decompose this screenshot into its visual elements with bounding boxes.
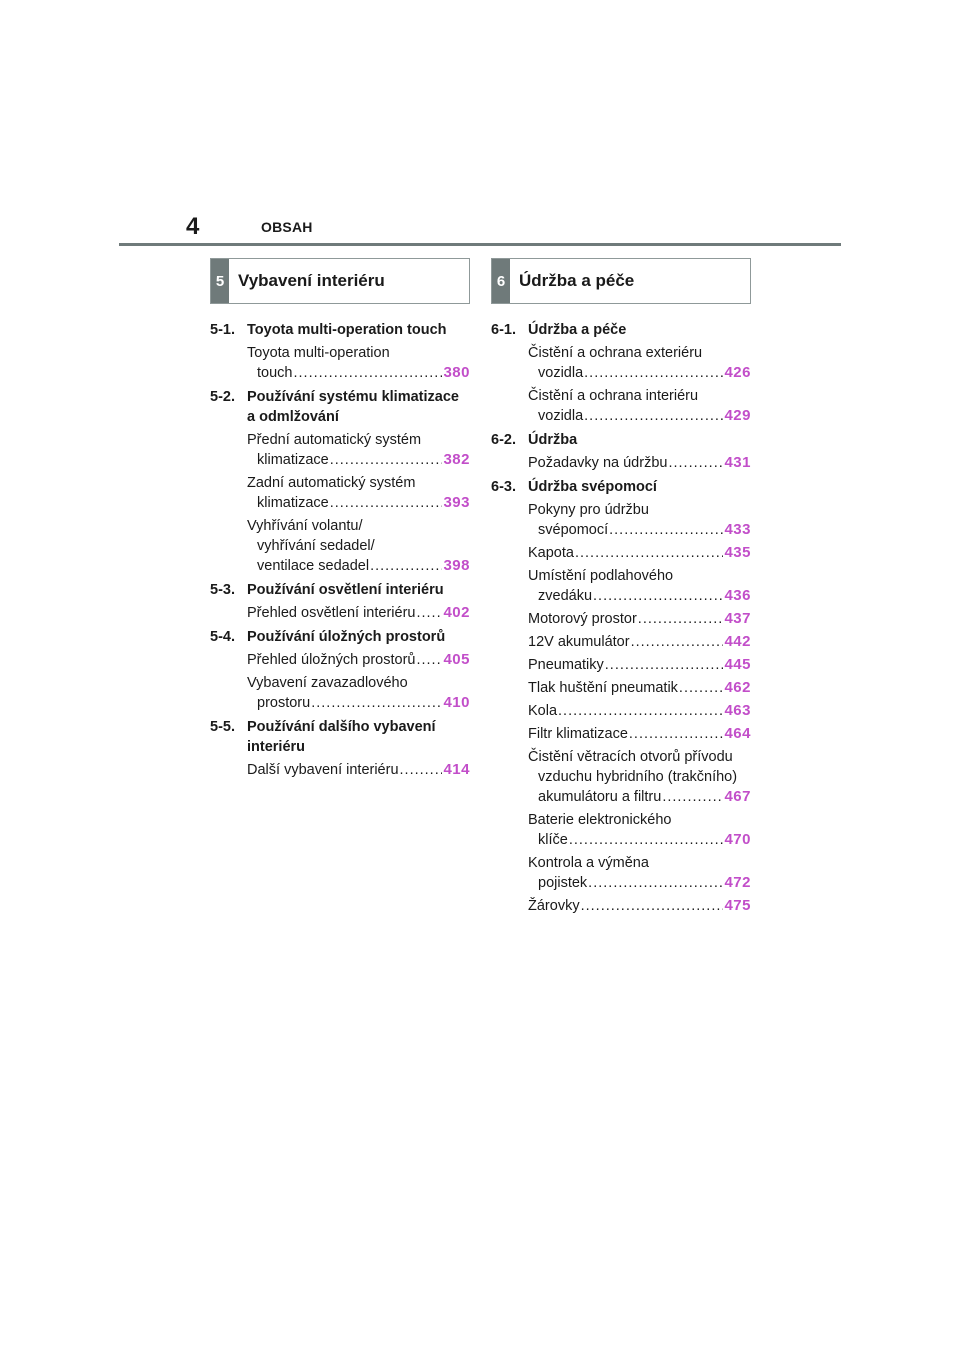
toc-entry-text: Požadavky na údržbu (528, 455, 668, 471)
toc-entry-line (528, 543, 751, 563)
page-reference-link[interactable]: 462 (724, 679, 751, 696)
dot-leader (588, 873, 723, 893)
toc-entry-text: Zadní automatický systém (247, 475, 416, 491)
page-reference-link[interactable]: 472 (724, 874, 751, 891)
chapter-title: Toyota multi-operation touch (247, 322, 447, 338)
chapter-title: Používání úložných prostorů (247, 629, 446, 645)
toc-chapter (210, 320, 470, 383)
dot-leader (558, 701, 723, 721)
toc-chapter (491, 320, 751, 426)
section-title: Vybavení interiéru (238, 271, 385, 290)
toc-entry-line (247, 493, 470, 513)
toc-entry-text: Vybavení zavazadlového (247, 675, 408, 691)
page-reference-link[interactable]: 435 (724, 544, 751, 561)
page-reference-link[interactable]: 410 (443, 694, 470, 711)
toc-entry[interactable] (528, 896, 751, 916)
toc-entry-line (247, 603, 470, 623)
toc-entry-line (247, 473, 470, 493)
toc-entry-text: Kontrola a výměna (528, 855, 649, 871)
toc-entry-line (247, 536, 470, 556)
toc-entry-text: Kapota (528, 545, 574, 561)
chapter-title: Údržba a péče (528, 322, 627, 338)
dot-leader (416, 603, 442, 623)
dot-leader (638, 609, 724, 629)
chapter-heading (210, 580, 470, 600)
toc-entry[interactable] (528, 747, 751, 807)
toc-entry-text: ventilace sedadel (257, 558, 370, 574)
toc-entry-line (528, 787, 751, 807)
page-reference-link[interactable]: 382 (443, 451, 470, 468)
chapter-heading (491, 477, 751, 497)
section-number-tab: 6 (492, 259, 510, 303)
toc-entry-line (528, 767, 751, 787)
dot-leader (668, 453, 723, 473)
toc-entry[interactable] (528, 453, 751, 473)
toc-entry-text: Toyota multi-operation (247, 345, 390, 361)
toc-entry[interactable] (528, 500, 751, 540)
toc-entry-text: Filtr klimatizace (528, 726, 628, 742)
chapter-heading (210, 627, 470, 647)
chapter-title: Používání osvětlení interiéru (247, 582, 444, 598)
dot-leader (593, 586, 723, 606)
dot-leader (679, 678, 724, 698)
chapter-title: Používání systému klimatizace a odmlžování (247, 389, 459, 425)
toc-entry-text: vozidla (538, 365, 584, 381)
page-reference-link[interactable]: 436 (724, 587, 751, 604)
toc-entry-line (528, 678, 751, 698)
chapter-number: 5-5. (210, 719, 235, 735)
toc-entry-text: klimatizace (257, 452, 329, 468)
toc-entry-line (528, 810, 751, 830)
toc-chapter (491, 477, 751, 916)
toc-entry-line (247, 516, 470, 536)
toc-entry-text: Žárovky (528, 898, 580, 914)
toc-entry-line (528, 830, 751, 850)
page-reference-link[interactable]: 405 (443, 651, 470, 668)
dot-leader (311, 693, 442, 713)
page-reference-link[interactable]: 429 (724, 407, 751, 424)
toc-chapter (210, 580, 470, 623)
toc-entry[interactable] (528, 632, 751, 652)
chapter-heading (491, 430, 751, 450)
page-reference-link[interactable]: 467 (724, 788, 751, 805)
page-reference-link[interactable]: 414 (443, 761, 470, 778)
toc-entry[interactable] (528, 543, 751, 563)
chapter-number: 5-4. (210, 629, 235, 645)
toc-entry-text: touch (257, 365, 293, 381)
toc-entry-line (528, 873, 751, 893)
toc-entry-line (528, 632, 751, 652)
toc-entry-line (528, 586, 751, 606)
toc-entry-text: pojistek (538, 875, 588, 891)
toc-entry[interactable] (247, 603, 470, 623)
running-head: OBSAH (261, 219, 313, 235)
dot-leader (370, 556, 442, 576)
toc-entry-line (528, 363, 751, 383)
toc-entry[interactable] (528, 655, 751, 675)
page-reference-link[interactable]: 398 (443, 557, 470, 574)
toc-entry-text: Čistění a ochrana interiéru (528, 388, 699, 404)
dot-leader (631, 632, 724, 652)
toc-entry-text: vozidla (538, 408, 584, 424)
toc-entry[interactable] (528, 853, 751, 893)
toc-entry-text: svépomocí (538, 522, 609, 538)
chapter-title: Údržba (528, 432, 578, 448)
toc-entry-text: vyhřívání sedadel/ (257, 538, 375, 554)
chapter-number: 6-1. (491, 322, 516, 338)
toc-chapter (491, 430, 751, 473)
chapter-heading (210, 387, 470, 427)
toc-entry-line (528, 655, 751, 675)
toc-entry-text: akumulátoru a filtru (538, 789, 662, 805)
toc-entry-text: Pokyny pro údržbu (528, 502, 649, 518)
toc-entry-line (247, 430, 470, 450)
toc-entry[interactable] (528, 386, 751, 426)
toc-entry-text: klimatizace (257, 495, 329, 511)
chapter-title: Údržba svépomocí (528, 479, 657, 495)
toc-entry-text: Baterie elektronického (528, 812, 672, 828)
toc-entry-line (247, 556, 470, 576)
dot-leader (584, 406, 723, 426)
toc-entry[interactable] (528, 343, 751, 383)
toc-entry[interactable] (247, 760, 470, 780)
page-reference-link[interactable]: 433 (724, 521, 751, 538)
toc-entry[interactable] (528, 566, 751, 606)
toc-entry[interactable] (528, 810, 751, 850)
toc-entry[interactable] (247, 650, 470, 670)
toc-entry-line (528, 701, 751, 721)
toc-entry-text: Umístění podlahového (528, 568, 674, 584)
section-header (210, 258, 470, 304)
toc-column-left (210, 258, 470, 784)
toc-entry-line (528, 566, 751, 586)
toc-entry-line (247, 363, 470, 383)
dot-leader (330, 450, 443, 470)
toc-entry-line (528, 853, 751, 873)
toc-entry[interactable] (247, 343, 470, 383)
toc-entry-line (247, 650, 470, 670)
dot-leader (330, 493, 443, 513)
dot-leader (609, 520, 723, 540)
toc-entry-line (247, 673, 470, 693)
toc-entry-text: Motorový prostor (528, 611, 637, 627)
dot-leader (575, 543, 724, 563)
toc-entry-text: Tlak huštění pneumatik (528, 680, 678, 696)
header-rule (119, 243, 841, 246)
section-title: Údržba a péče (519, 271, 635, 290)
page-reference-link[interactable]: 380 (443, 364, 470, 381)
page-reference-link[interactable]: 470 (724, 831, 751, 848)
toc-entry-line (528, 747, 751, 767)
toc-entry-text: Vyhřívání volantu/ (247, 518, 363, 534)
page-number: 4 (186, 213, 200, 240)
chapter-heading (210, 320, 470, 340)
toc-chapter (210, 717, 470, 780)
toc-entry-line (247, 450, 470, 470)
toc-chapter (210, 627, 470, 713)
dot-leader (629, 724, 724, 744)
toc-entry-line (528, 500, 751, 520)
toc-column-right (491, 258, 751, 920)
page-reference-link[interactable]: 463 (724, 702, 751, 719)
dot-leader (416, 650, 442, 670)
chapter-number: 5-1. (210, 322, 235, 338)
toc-entry[interactable] (528, 701, 751, 721)
dot-leader (581, 896, 724, 916)
chapter-number: 5-3. (210, 582, 235, 598)
toc-entry-text: Přední automatický systém (247, 432, 422, 448)
toc-entry-line (528, 453, 751, 473)
toc-entry-line (528, 406, 751, 426)
section-header (491, 258, 751, 304)
dot-leader (605, 655, 724, 675)
toc-entry[interactable] (247, 516, 470, 576)
chapter-number: 6-2. (491, 432, 516, 448)
toc-entry-text: Kola (528, 703, 558, 719)
dot-leader (584, 363, 723, 383)
toc-entry-text: Pneumatiky (528, 657, 604, 673)
page-reference-link[interactable]: 431 (724, 454, 751, 471)
chapter-number: 6-3. (491, 479, 516, 495)
toc-entry[interactable] (528, 724, 751, 744)
toc-entry-text: Přehled osvětlení interiéru (247, 605, 416, 621)
toc-entry-line (247, 693, 470, 713)
page-reference-link[interactable]: 442 (724, 633, 751, 650)
toc-entry-line (528, 609, 751, 629)
toc-entry[interactable] (528, 609, 751, 629)
toc-entry-line (528, 896, 751, 916)
toc-entry-line (247, 343, 470, 363)
page-reference-link[interactable]: 445 (724, 656, 751, 673)
dot-leader (400, 760, 443, 780)
dot-leader (293, 363, 442, 383)
toc-chapter (210, 387, 470, 576)
chapter-heading (210, 717, 470, 757)
toc-entry-line (528, 520, 751, 540)
toc-entry[interactable] (247, 673, 470, 713)
toc-entry[interactable] (247, 430, 470, 470)
toc-entry-text: 12V akumulátor (528, 634, 630, 650)
toc-entry-text: prostoru (257, 695, 311, 711)
toc-entry-line (528, 724, 751, 744)
toc-entry-text: zvedáku (538, 588, 593, 604)
page-reference-link[interactable]: 464 (724, 725, 751, 742)
toc-entry[interactable] (247, 473, 470, 513)
page-reference-link[interactable]: 437 (724, 610, 751, 627)
toc-entry-text: Čistění větracích otvorů přívodu (528, 749, 733, 765)
toc-entry-text: klíče (538, 832, 568, 848)
page-reference-link[interactable]: 402 (443, 604, 470, 621)
page-reference-link[interactable]: 393 (443, 494, 470, 511)
toc-entry-text: Přehled úložných prostorů (247, 652, 416, 668)
toc-entry-text: Čistění a ochrana exteriéru (528, 345, 703, 361)
toc-entry-text: Další vybavení interiéru (247, 762, 399, 778)
chapter-title: Používání dalšího vybavení interiéru (247, 719, 436, 755)
toc-entry-line (528, 386, 751, 406)
chapter-heading (491, 320, 751, 340)
toc-entry-line (247, 760, 470, 780)
section-number-tab: 5 (211, 259, 229, 303)
page-reference-link[interactable]: 426 (724, 364, 751, 381)
toc-entry-line (528, 343, 751, 363)
dot-leader (569, 830, 724, 850)
chapter-number: 5-2. (210, 389, 235, 405)
dot-leader (662, 787, 723, 807)
toc-entry[interactable] (528, 678, 751, 698)
toc-entry-text: vzduchu hybridního (trakčního) (538, 769, 738, 785)
page-reference-link[interactable]: 475 (724, 897, 751, 914)
